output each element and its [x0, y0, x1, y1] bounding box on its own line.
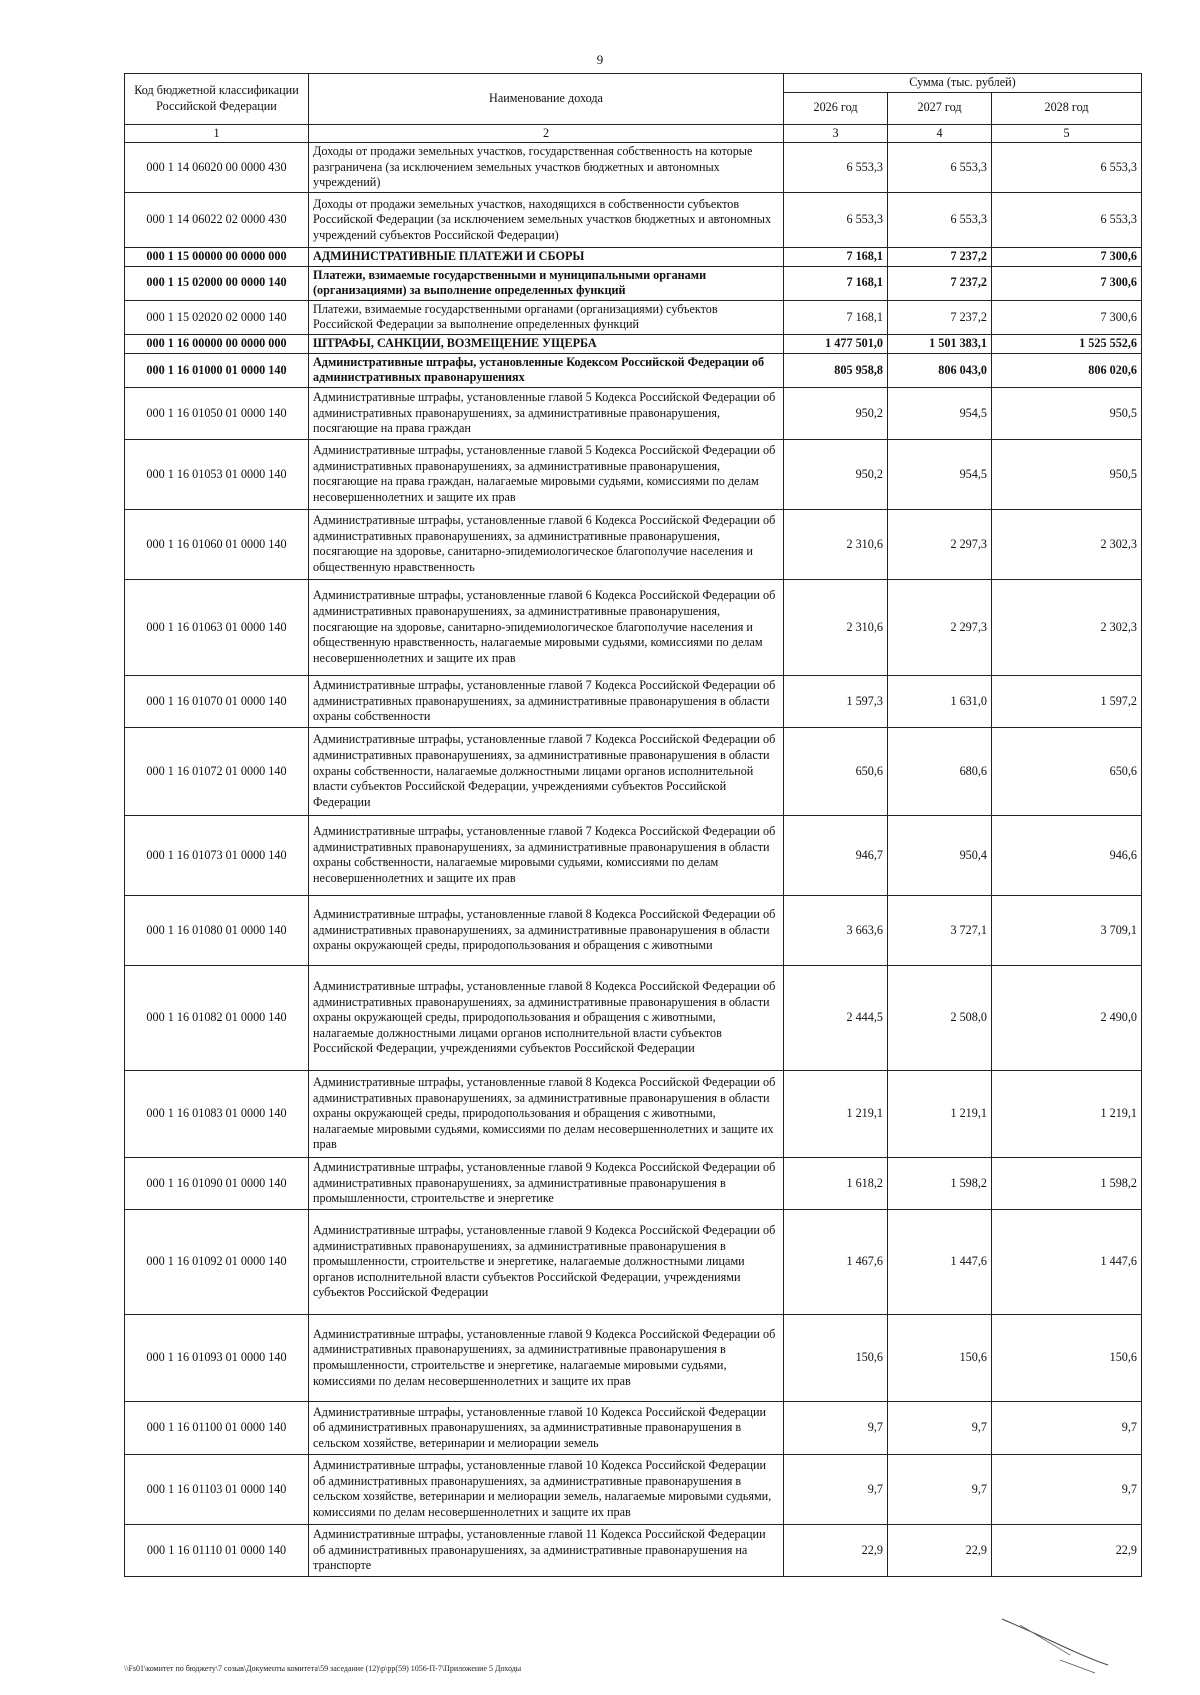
- amount-2026-cell: 9,7: [784, 1454, 888, 1524]
- revenue-name-cell: Административные штрафы, установленные главой 11 Кодекса Российской Федерации об административных правонарушениях, за административные правонарушения на транспорте: [309, 1524, 784, 1576]
- amount-2026-cell: 6 553,3: [784, 143, 888, 193]
- budget-code-cell: 000 1 16 01053 01 0000 140: [125, 439, 309, 509]
- budget-code-cell: 000 1 16 01103 01 0000 140: [125, 1454, 309, 1524]
- amount-2026-cell: 22,9: [784, 1524, 888, 1576]
- budget-code-cell: 000 1 15 02020 02 0000 140: [125, 300, 309, 334]
- budget-code-cell: 000 1 16 01092 01 0000 140: [125, 1209, 309, 1314]
- revenue-name-cell: АДМИНИСТРАТИВНЫЕ ПЛАТЕЖИ И СБОРЫ: [309, 248, 784, 267]
- signature-mark: [1000, 1615, 1110, 1675]
- revenue-name-cell: Административные штрафы, установленные главой 8 Кодекса Российской Федерации об административных правонарушениях, за административные правонарушения в области охраны окружающей среды, природопользования и обращения с животными, налагаемые мировыми судьями, комиссиями по делам несовершеннолетних и защите их прав: [309, 1070, 784, 1157]
- table-row: [125, 509, 1142, 579]
- amount-2026-cell: 150,6: [784, 1314, 888, 1401]
- amount-2026-cell: 1 219,1: [784, 1070, 888, 1157]
- amount-2028-cell: 6 553,3: [992, 143, 1142, 193]
- amount-2028-cell: 806 020,6: [992, 353, 1142, 387]
- amount-2027-cell: 1 598,2: [888, 1157, 992, 1209]
- revenue-name-cell: Административные штрафы, установленные главой 7 Кодекса Российской Федерации об административных правонарушениях, за административные правонарушения в области охраны собственности, налагаемые мировыми судьями, комиссиями по делам несовершеннолетних и защите их прав: [309, 815, 784, 895]
- amount-2028-cell: 1 525 552,6: [992, 335, 1142, 354]
- table-row: [125, 335, 1142, 354]
- table-row: [125, 1157, 1142, 1209]
- amount-2026-cell: 2 310,6: [784, 579, 888, 675]
- budget-code-cell: 000 1 16 01050 01 0000 140: [125, 387, 309, 439]
- amount-2026-cell: 950,2: [784, 439, 888, 509]
- page-number: 9: [596, 52, 604, 67]
- budget-code-cell: 000 1 16 01110 01 0000 140: [125, 1524, 309, 1576]
- amount-2026-cell: 650,6: [784, 727, 888, 815]
- budget-code-cell: 000 1 16 01072 01 0000 140: [125, 727, 309, 815]
- table-row: [125, 387, 1142, 439]
- amount-2026-cell: 1 477 501,0: [784, 335, 888, 354]
- amount-2027-cell: 150,6: [888, 1314, 992, 1401]
- budget-code-cell: 000 1 16 01063 01 0000 140: [125, 579, 309, 675]
- revenue-name-cell: Административные штрафы, установленные главой 7 Кодекса Российской Федерации об административных правонарушениях, за административные правонарушения в области охраны собственности, налагаемые должностными лицами органов исполнительной власти субъектов Российской Федерации, учреждениями субъектов Российской Федерации: [309, 727, 784, 815]
- budget-code-cell: 000 1 16 01073 01 0000 140: [125, 815, 309, 895]
- revenue-name-cell: Доходы от продажи земельных участков, государственная собственность на которые разграничена (за исключением земельных участков бюджетных и автономных учреждений): [309, 143, 784, 193]
- table-row: [125, 1401, 1142, 1454]
- col-number: 2: [309, 124, 784, 143]
- revenue-name-cell: Административные штрафы, установленные главой 6 Кодекса Российской Федерации об административных правонарушениях, за административные правонарушения, посягающие на здоровье, санитарно-эпидемиологическое благополучие населения и общественную нравственность: [309, 509, 784, 579]
- budget-code-cell: 000 1 15 00000 00 0000 000: [125, 248, 309, 267]
- amount-2026-cell: 7 168,1: [784, 266, 888, 300]
- budget-code-cell: 000 1 16 01093 01 0000 140: [125, 1314, 309, 1401]
- amount-2028-cell: 650,6: [992, 727, 1142, 815]
- table-row: [125, 1314, 1142, 1401]
- revenue-name-cell: Административные штрафы, установленные Кодексом Российской Федерации об административных правонарушениях: [309, 353, 784, 387]
- amount-2026-cell: 6 553,3: [784, 193, 888, 248]
- file-path-footer: \\Fs01\комитет по бюджету\7 созыв\Документы комитета\59 заседание (12)\р\рр(59) 1056-П-7\Приложение 5 Доходы: [124, 1664, 522, 1673]
- amount-2026-cell: 1 467,6: [784, 1209, 888, 1314]
- amount-2028-cell: 9,7: [992, 1401, 1142, 1454]
- amount-2027-cell: 950,4: [888, 815, 992, 895]
- table-row: [125, 439, 1142, 509]
- amount-2028-cell: 1 219,1: [992, 1070, 1142, 1157]
- header-year-2027: 2027 год: [888, 92, 992, 124]
- table-row: [125, 727, 1142, 815]
- revenue-name-cell: Административные штрафы, установленные главой 5 Кодекса Российской Федерации об административных правонарушениях, за административные правонарушения, посягающие на права граждан, налагаемые мировыми судьями, комиссиями по делам несовершеннолетних и защите их прав: [309, 439, 784, 509]
- table-body: [125, 143, 1142, 1577]
- budget-code-cell: 000 1 14 06020 00 0000 430: [125, 143, 309, 193]
- table-row: [125, 895, 1142, 965]
- amount-2026-cell: 9,7: [784, 1401, 888, 1454]
- budget-code-cell: 000 1 15 02000 00 0000 140: [125, 266, 309, 300]
- revenue-name-cell: Платежи, взимаемые государственными органами (организациями) субъектов Российской Федерации за выполнение определенных функций: [309, 300, 784, 334]
- amount-2026-cell: 805 958,8: [784, 353, 888, 387]
- table-row: [125, 815, 1142, 895]
- table-row: [125, 1070, 1142, 1157]
- amount-2027-cell: 954,5: [888, 439, 992, 509]
- header-code: Код бюджетной классификации Российской Федерации: [125, 74, 309, 125]
- amount-2028-cell: 150,6: [992, 1314, 1142, 1401]
- revenue-table: [124, 73, 1142, 1577]
- header-name: Наименование дохода: [309, 74, 784, 125]
- amount-2028-cell: 2 302,3: [992, 579, 1142, 675]
- amount-2027-cell: 9,7: [888, 1454, 992, 1524]
- amount-2027-cell: 2 508,0: [888, 965, 992, 1070]
- budget-code-cell: 000 1 16 01083 01 0000 140: [125, 1070, 309, 1157]
- budget-code-cell: 000 1 16 00000 00 0000 000: [125, 335, 309, 354]
- budget-code-cell: 000 1 16 01090 01 0000 140: [125, 1157, 309, 1209]
- col-number: 3: [784, 124, 888, 143]
- table-row: [125, 193, 1142, 248]
- amount-2026-cell: 950,2: [784, 387, 888, 439]
- amount-2027-cell: 1 501 383,1: [888, 335, 992, 354]
- amount-2026-cell: 7 168,1: [784, 248, 888, 267]
- amount-2027-cell: 680,6: [888, 727, 992, 815]
- amount-2027-cell: 6 553,3: [888, 143, 992, 193]
- amount-2026-cell: 1 597,3: [784, 675, 888, 727]
- header-sum: Сумма (тыс. рублей): [784, 74, 1142, 93]
- table-row: [125, 353, 1142, 387]
- budget-code-cell: 000 1 16 01060 01 0000 140: [125, 509, 309, 579]
- amount-2028-cell: 3 709,1: [992, 895, 1142, 965]
- revenue-name-cell: Административные штрафы, установленные главой 7 Кодекса Российской Федерации об административных правонарушениях, за административные правонарушения в области охраны собственности: [309, 675, 784, 727]
- amount-2027-cell: 7 237,2: [888, 300, 992, 334]
- amount-2028-cell: 22,9: [992, 1524, 1142, 1576]
- amount-2027-cell: 1 447,6: [888, 1209, 992, 1314]
- amount-2026-cell: 7 168,1: [784, 300, 888, 334]
- revenue-name-cell: Административные штрафы, установленные главой 10 Кодекса Российской Федерации об административных правонарушениях, за административные правонарушения в сельском хозяйстве, ветеринарии и мелиорации земель, налагаемые мировыми судьями, комиссиями по делам несовершеннолетних и защите их прав: [309, 1454, 784, 1524]
- amount-2028-cell: 7 300,6: [992, 266, 1142, 300]
- amount-2027-cell: 7 237,2: [888, 266, 992, 300]
- budget-code-cell: 000 1 16 01100 01 0000 140: [125, 1401, 309, 1454]
- amount-2028-cell: 2 302,3: [992, 509, 1142, 579]
- revenue-name-cell: Административные штрафы, установленные главой 9 Кодекса Российской Федерации об административных правонарушениях, за административные правонарушения в промышленности, строительстве и энергетике: [309, 1157, 784, 1209]
- amount-2026-cell: 2 444,5: [784, 965, 888, 1070]
- budget-code-cell: 000 1 16 01080 01 0000 140: [125, 895, 309, 965]
- amount-2028-cell: 7 300,6: [992, 300, 1142, 334]
- amount-2027-cell: 7 237,2: [888, 248, 992, 267]
- amount-2027-cell: 22,9: [888, 1524, 992, 1576]
- amount-2026-cell: 2 310,6: [784, 509, 888, 579]
- amount-2027-cell: 6 553,3: [888, 193, 992, 248]
- table-row: [125, 143, 1142, 193]
- amount-2027-cell: 2 297,3: [888, 509, 992, 579]
- table-row: [125, 1524, 1142, 1576]
- amount-2027-cell: 1 219,1: [888, 1070, 992, 1157]
- table-row: [125, 266, 1142, 300]
- revenue-name-cell: Платежи, взимаемые государственными и муниципальными органами (организациями) за выполнение определенных функций: [309, 266, 784, 300]
- amount-2026-cell: 946,7: [784, 815, 888, 895]
- table-row: [125, 300, 1142, 334]
- amount-2027-cell: 2 297,3: [888, 579, 992, 675]
- revenue-name-cell: Доходы от продажи земельных участков, находящихся в собственности субъектов Российской Федерации (за исключением земельных участков бюджетных и автономных учреждений субъектов Российской Федерации): [309, 193, 784, 248]
- amount-2028-cell: 2 490,0: [992, 965, 1142, 1070]
- amount-2026-cell: 3 663,6: [784, 895, 888, 965]
- table-row: [125, 248, 1142, 267]
- amount-2027-cell: 9,7: [888, 1401, 992, 1454]
- table-row: [125, 579, 1142, 675]
- amount-2027-cell: 1 631,0: [888, 675, 992, 727]
- amount-2027-cell: 954,5: [888, 387, 992, 439]
- header-year-2026: 2026 год: [784, 92, 888, 124]
- revenue-name-cell: Административные штрафы, установленные главой 8 Кодекса Российской Федерации об административных правонарушениях, за административные правонарушения в области охраны окружающей среды, природопользования и обращения с животными, налагаемые должностными лицами органов исполнительной власти субъектов Российской Федерации, учреждениями субъектов Российской Федерации: [309, 965, 784, 1070]
- revenue-name-cell: Административные штрафы, установленные главой 9 Кодекса Российской Федерации об административных правонарушениях, за административные правонарушения в промышленности, строительстве и энергетике, налагаемые мировыми судьями, комиссиями по делам несовершеннолетних и защите их прав: [309, 1314, 784, 1401]
- amount-2028-cell: 946,6: [992, 815, 1142, 895]
- table-row: [125, 675, 1142, 727]
- budget-code-cell: 000 1 14 06022 02 0000 430: [125, 193, 309, 248]
- col-number: 4: [888, 124, 992, 143]
- revenue-name-cell: ШТРАФЫ, САНКЦИИ, ВОЗМЕЩЕНИЕ УЩЕРБА: [309, 335, 784, 354]
- amount-2028-cell: 1 597,2: [992, 675, 1142, 727]
- revenue-name-cell: Административные штрафы, установленные главой 10 Кодекса Российской Федерации об административных правонарушениях, за административные правонарушения в сельском хозяйстве, ветеринарии и мелиорации земель: [309, 1401, 784, 1454]
- amount-2028-cell: 950,5: [992, 439, 1142, 509]
- header-year-2028: 2028 год: [992, 92, 1142, 124]
- amount-2028-cell: 1 598,2: [992, 1157, 1142, 1209]
- budget-code-cell: 000 1 16 01082 01 0000 140: [125, 965, 309, 1070]
- revenue-name-cell: Административные штрафы, установленные главой 8 Кодекса Российской Федерации об административных правонарушениях, за административные правонарушения в области охраны окружающей среды, природопользования и обращения с животными: [309, 895, 784, 965]
- table-row: [125, 1209, 1142, 1314]
- amount-2027-cell: 3 727,1: [888, 895, 992, 965]
- revenue-name-cell: Административные штрафы, установленные главой 5 Кодекса Российской Федерации об административных правонарушениях, за административные правонарушения, посягающие на права граждан: [309, 387, 784, 439]
- table-row: [125, 1454, 1142, 1524]
- budget-code-cell: 000 1 16 01000 01 0000 140: [125, 353, 309, 387]
- budget-code-cell: 000 1 16 01070 01 0000 140: [125, 675, 309, 727]
- amount-2026-cell: 1 618,2: [784, 1157, 888, 1209]
- amount-2028-cell: 950,5: [992, 387, 1142, 439]
- col-number: 1: [125, 124, 309, 143]
- amount-2028-cell: 1 447,6: [992, 1209, 1142, 1314]
- col-number: 5: [992, 124, 1142, 143]
- revenue-name-cell: Административные штрафы, установленные главой 9 Кодекса Российской Федерации об административных правонарушениях, за административные правонарушения в промышленности, строительстве и энергетике, налагаемые должностными лицами органов исполнительной власти субъектов Российской Федерации, учреждениями субъектов Российской Федерации: [309, 1209, 784, 1314]
- amount-2028-cell: 6 553,3: [992, 193, 1142, 248]
- revenue-name-cell: Административные штрафы, установленные главой 6 Кодекса Российской Федерации об административных правонарушениях, за административные правонарушения, посягающие на здоровье, санитарно-эпидемиологическое благополучие населения и общественную нравственность, налагаемые мировыми судьями, комиссиями по делам несовершеннолетних и защите их прав: [309, 579, 784, 675]
- amount-2027-cell: 806 043,0: [888, 353, 992, 387]
- table-row: [125, 965, 1142, 1070]
- amount-2028-cell: 9,7: [992, 1454, 1142, 1524]
- amount-2028-cell: 7 300,6: [992, 248, 1142, 267]
